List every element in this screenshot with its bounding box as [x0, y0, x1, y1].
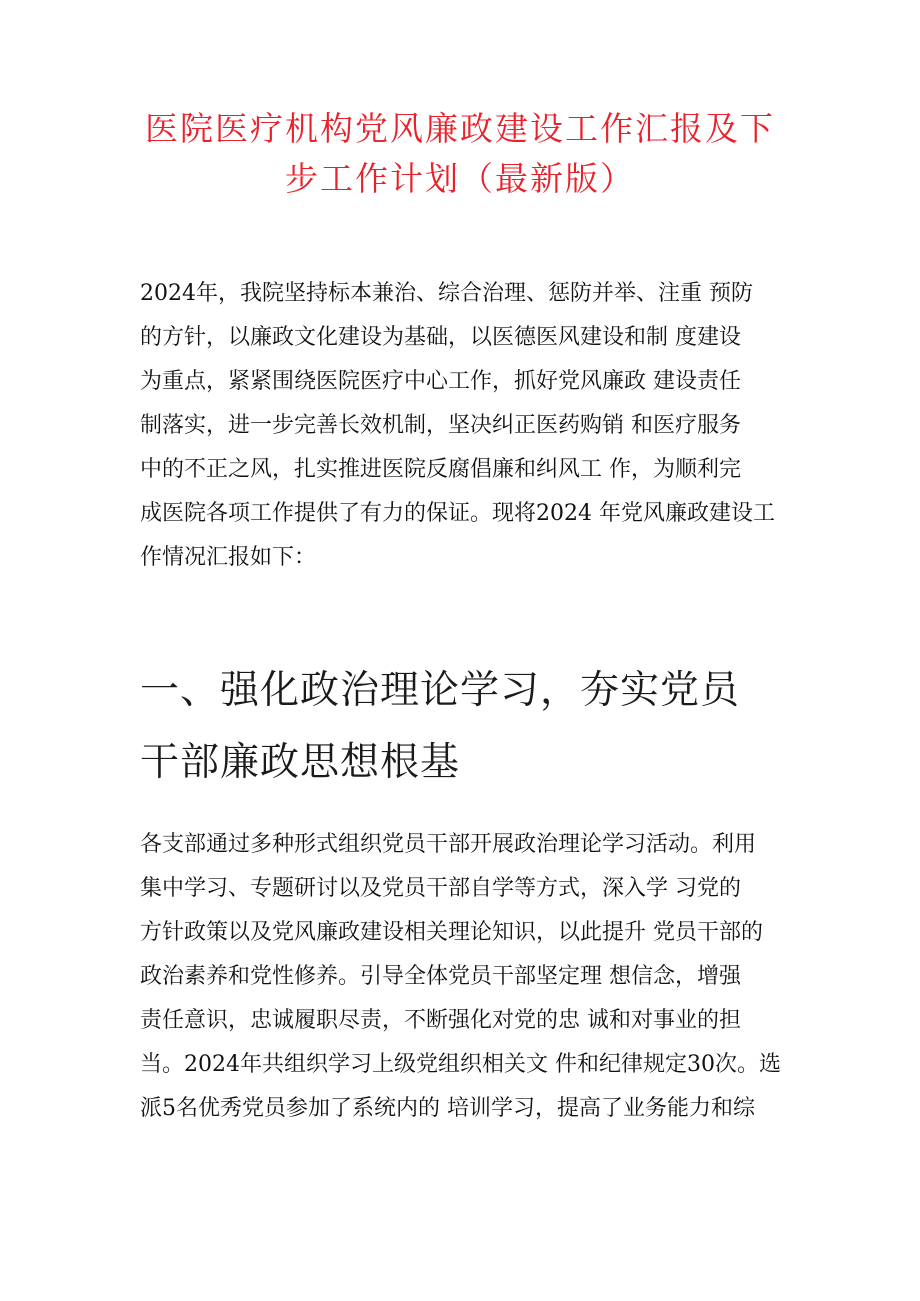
- section-1-heading-line-2: 干部廉政思想根基: [140, 740, 461, 785]
- intro-line: 为重点，紧紧围绕医院医疗中心工作，抓好党风廉政 建设责任: [140, 369, 741, 394]
- title-line-2: 步工作计划（最新版）: [285, 159, 635, 198]
- intro-line: 制落实，进一步完善长效机制，坚决纠正医药购销 和医疗服务: [140, 413, 741, 438]
- document-title: [0, 104, 920, 204]
- intro-line: 的方针，以廉政文化建设为基础，以医德医风建设和制 度建设: [140, 325, 741, 350]
- body-line: 政治素养和党性修养。引导全体党员干部坚定理 想信念，增强: [140, 964, 741, 989]
- intro-paragraph: [140, 272, 790, 580]
- body-line: 派5名优秀党员参加了系统内的 培训学习，提高了业务能力和综: [140, 1096, 755, 1121]
- section-1-heading-line-1: 一、强化政治理论学习，夯实党员: [140, 668, 741, 713]
- section-1-heading: [140, 655, 800, 799]
- intro-line: 中的不正之风，扎实推进医院反腐倡廉和纠风工 作，为顺利完: [140, 457, 741, 482]
- section-1-paragraph: [140, 823, 790, 1131]
- intro-line: 2024年，我院坚持标本兼治、综合治理、惩防并举、注重 预防: [140, 281, 753, 306]
- intro-line: 作情况汇报如下：: [140, 545, 317, 570]
- body-line: 方针政策以及党风廉政建设相关理论知识，以此提升 党员干部的: [140, 920, 763, 945]
- body-line: 责任意识，忠诚履职尽责，不断强化对党的忠 诚和对事业的担: [140, 1008, 741, 1033]
- intro-line: 成医院各项工作提供了有力的保证。现将2024 年党风廉政建设工: [140, 501, 775, 526]
- title-line-1: 医院医疗机构党风廉政建设工作汇报及下: [145, 109, 775, 148]
- body-line: 集中学习、专题研讨以及党员干部自学等方式，深入学 习党的: [140, 876, 741, 901]
- body-line: 当。2024年共组织学习上级党组织相关文 件和纪律规定30次。选: [140, 1052, 781, 1077]
- body-line: 各支部通过多种形式组织党员干部开展政治理论学习活动。利用: [140, 832, 757, 857]
